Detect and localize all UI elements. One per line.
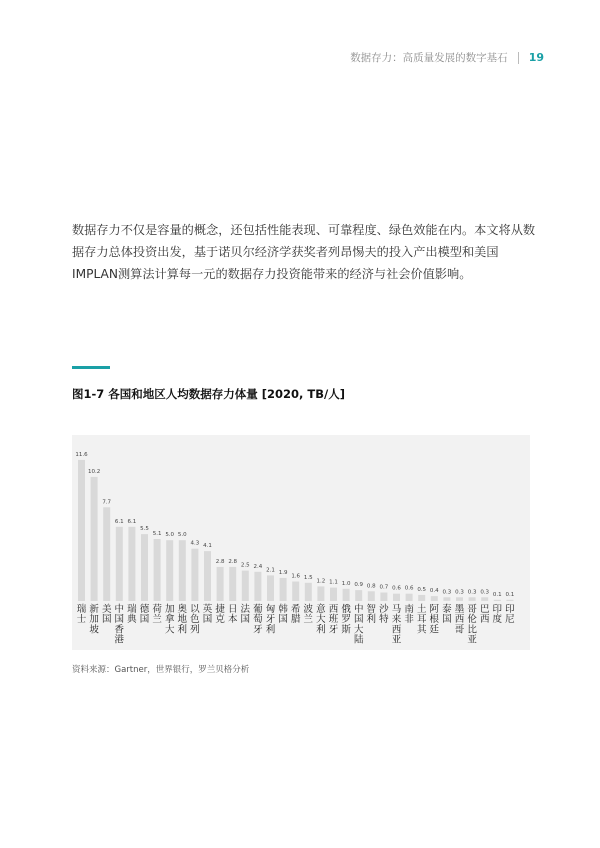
value-label-20: 1.1: [329, 579, 338, 586]
bar-18: [305, 583, 312, 601]
intro-text: 数据存力不仅是容量的概念，还包括性能表现、可靠程度、绿色效能在内。本文将从数据存力总体投资出发，基于诺贝尔经济学获奖者列昂惕夫的投入产出模型和美国IMPLAN测算法计算每一元的数据存力投资能带来的经济与社会价值影响。: [72, 223, 536, 281]
category-label-2: 美国: [101, 604, 112, 626]
category-label-3: 中国香港: [114, 604, 125, 646]
value-label-30: 0.3: [455, 589, 464, 596]
bar-28: [431, 596, 438, 601]
category-label-21: 俄罗斯: [341, 604, 351, 636]
category-label-5: 德国: [139, 604, 150, 626]
category-label-28: 阿根廷: [429, 604, 440, 636]
category-label-7: 加拿大: [164, 604, 175, 636]
category-label-23: 智利: [366, 604, 377, 626]
bar-21: [343, 589, 350, 601]
bar-27: [418, 595, 425, 601]
bar-1: [91, 477, 98, 601]
value-label-29: 0.3: [442, 589, 452, 596]
bar-7: [166, 540, 173, 601]
page-header: [350, 50, 544, 65]
bar-10: [204, 551, 211, 601]
category-label-26: 南非: [404, 604, 414, 626]
value-label-17: 1.6: [291, 573, 301, 580]
value-label-8: 5.0: [177, 532, 187, 539]
category-label-10: 英国: [202, 604, 213, 626]
category-label-34: 印尼: [505, 604, 515, 626]
value-label-10: 4.1: [203, 543, 212, 550]
source-note: 资料来源：Gartner，世界银行，罗兰贝格分析: [72, 665, 250, 675]
bar-31: [469, 597, 476, 601]
bar-2: [103, 507, 110, 601]
value-label-23: 0.8: [366, 583, 376, 590]
bar-0: [78, 460, 85, 601]
chart-panel: [72, 435, 530, 650]
category-label-11: 捷克: [215, 604, 225, 626]
intro-paragraph: [72, 219, 542, 285]
bar-29: [443, 597, 450, 601]
value-label-25: 0.6: [392, 585, 401, 592]
category-label-14: 葡萄牙: [253, 604, 263, 636]
value-label-14: 2.4: [253, 563, 263, 570]
value-label-34: 0.1: [505, 591, 515, 598]
accent-bar: [72, 366, 110, 369]
value-label-27: 0.5: [417, 586, 427, 593]
bar-12: [229, 567, 236, 601]
category-label-25: 马来西亚: [391, 604, 402, 646]
category-label-4: 瑞典: [127, 604, 137, 626]
value-label-21: 1.0: [341, 580, 351, 587]
category-label-0: 瑞士: [76, 604, 87, 626]
bar-20: [330, 588, 337, 601]
bar-8: [179, 540, 186, 601]
value-label-11: 2.8: [215, 558, 225, 565]
category-label-20: 西班牙: [328, 604, 339, 636]
value-label-18: 1.5: [303, 574, 313, 581]
category-label-24: 沙特: [379, 604, 389, 626]
category-label-8: 奥地利: [177, 604, 188, 636]
bar-25: [393, 594, 400, 601]
bar-4: [128, 527, 135, 601]
bar-11: [217, 567, 224, 601]
value-label-3: 6.1: [114, 518, 124, 525]
value-label-33: 0.1: [492, 591, 502, 598]
value-label-16: 1.9: [278, 569, 288, 576]
bar-14: [254, 572, 261, 601]
bar-24: [380, 593, 387, 602]
category-label-18: 波兰: [303, 604, 314, 626]
category-label-1: 新加坡: [89, 604, 99, 636]
bar-16: [280, 578, 287, 601]
bar-22: [355, 590, 362, 601]
category-label-12: 日本: [227, 604, 238, 626]
category-label-30: 墨西哥: [454, 604, 465, 636]
bar-9: [191, 549, 198, 601]
bar-5: [141, 534, 148, 601]
category-label-6: 荷兰: [152, 604, 162, 626]
value-label-1: 10.2: [87, 468, 101, 475]
value-label-5: 5.5: [140, 526, 149, 533]
category-label-9: 以色列: [190, 604, 200, 636]
value-label-19: 1.2: [316, 578, 326, 585]
value-label-15: 2.1: [266, 567, 275, 574]
category-label-32: 巴西: [479, 604, 490, 626]
bar-19: [317, 586, 324, 601]
value-label-24: 0.7: [379, 584, 389, 591]
bar-3: [116, 527, 123, 601]
bar-34: [506, 600, 513, 601]
bar-30: [456, 597, 463, 601]
page-number: 19: [528, 51, 544, 64]
bar-6: [154, 539, 161, 601]
figure-title: 图1-7 各国和地区人均数据存力体量 [2020, TB/人]: [72, 387, 345, 401]
category-label-33: 印度: [492, 604, 503, 626]
value-label-26: 0.6: [404, 585, 414, 592]
value-label-28: 0.4: [429, 588, 439, 595]
category-label-27: 土耳其: [416, 604, 427, 636]
bar-26: [406, 594, 413, 601]
value-label-13: 2.5: [240, 562, 250, 569]
header-divider: [518, 52, 519, 64]
bar-23: [368, 591, 375, 601]
value-label-4: 6.1: [127, 518, 137, 525]
bar-chart: [72, 435, 530, 650]
category-label-31: 哥伦比亚: [467, 604, 477, 646]
category-label-13: 法国: [240, 604, 251, 626]
bar-33: [494, 600, 501, 601]
value-label-12: 2.8: [228, 558, 238, 565]
value-label-2: 7.7: [102, 499, 112, 506]
header-title: 数据存力：高质量发展的数字基石: [350, 52, 508, 64]
value-label-6: 5.1: [152, 531, 162, 537]
bar-13: [242, 571, 249, 601]
bar-17: [292, 582, 299, 602]
category-label-22: 中国大陆: [353, 604, 364, 646]
bar-32: [481, 597, 488, 601]
category-label-19: 意大利: [316, 604, 326, 636]
value-label-31: 0.3: [467, 589, 477, 596]
value-label-7: 5.0: [165, 532, 175, 539]
category-label-17: 希腊: [290, 604, 301, 626]
value-label-0: 11.6: [75, 451, 88, 458]
category-label-15: 匈牙利: [265, 604, 276, 636]
category-label-29: 泰国: [442, 604, 452, 626]
value-label-9: 4.3: [190, 540, 200, 547]
category-label-16: 韩国: [278, 604, 288, 626]
bar-15: [267, 575, 274, 601]
value-label-22: 0.9: [354, 582, 364, 589]
value-label-32: 0.3: [480, 589, 490, 596]
